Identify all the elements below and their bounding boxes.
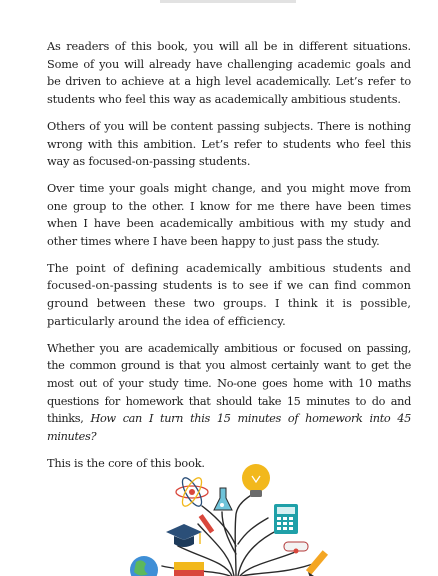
calculator-icon <box>274 504 298 534</box>
pencil-large-icon <box>306 550 328 576</box>
lightbulb-icon <box>242 464 270 497</box>
globe-icon <box>130 556 158 576</box>
paragraph-situations: As readers of this book, you will all be in different situations. Some of you will already have challenging academic goals and be driven to achieve at a high level academically. Let’s refer to students who feel this way as academically ambitious students. <box>47 40 411 107</box>
paragraph-efficiency-text: Whether you are academically ambitious or focused on passing, the common ground is that you almost certainly want to get the most out of your study time. No-one goes home with 10 maths questions for homework that should take 15 minutes to do and thinks, <box>47 341 411 426</box>
paragraph-focused-on-passing: Others of you will be content passing subjects. There is nothing wrong with this ambition. Let’s refer to students who feel this way as focused-on-passing students. <box>47 119 411 169</box>
paragraph-efficiency-question: How can I turn this 15 minutes of homework into 45 minutes? <box>47 412 411 444</box>
education-illustration <box>118 454 348 576</box>
pencil-icon <box>199 514 215 533</box>
page-body <box>47 38 411 481</box>
top-decorative-rule <box>160 0 296 3</box>
paragraph-common-ground: The point of defining academically ambitious students and focused-on-passing students is to see if we can find common ground between these two groups. I think it is possible, particularly around the idea of efficiency. <box>47 261 411 328</box>
diploma-scroll-icon <box>284 542 308 554</box>
flask-icon <box>214 488 232 510</box>
book-icon <box>174 562 204 576</box>
paragraph-efficiency <box>47 340 411 446</box>
graduation-cap-icon <box>166 524 202 547</box>
atom-icon <box>176 475 208 509</box>
paragraph-goals-change: Over time your goals might change, and you might move from one group to the other. I know for me there have been times when I have been academically ambitious with my study and other times where I have been happy to just pass the study. <box>47 181 411 249</box>
paragraph-core: This is the core of this book. <box>47 456 205 470</box>
education-illustration-svg <box>118 454 348 576</box>
